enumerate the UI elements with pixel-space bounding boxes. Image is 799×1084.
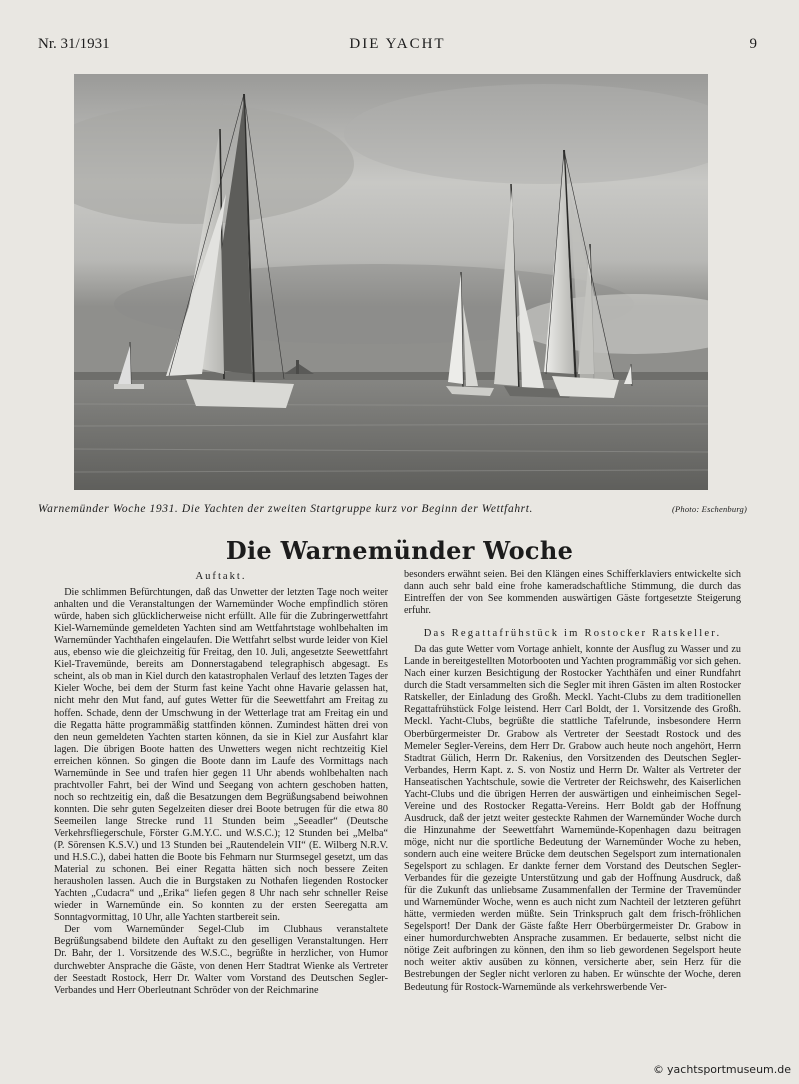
issue-number: Nr. 31/1931 — [38, 36, 110, 52]
paragraph: Die schlimmen Befürchtungen, daß das Unwetter der letzten Tage noch weiter anhalten und die Veranstaltungen der Warnemünder Woche empfindlich stören würde, haben sich glücklicherweise nicht erfüllt. Alle für die Zubringerwettfahrt Kiel-Warnemünde gemeldeten Yachten sind am Wettfahrtstage wohlbehalten im Warnemünder Yachthafen eingelaufen. Die Wettfahrt selbst wurde leider von Kiel aus, ebenso wie die gleichzeitig für Freitag, den 10. Juli, angesetzte Seewettfahrt Kiel-Travemünde, bereits am Donnerstagabend telegraphisch abgesagt. Es scheint, als ob man in Kiel durch den katastrophalen Verlauf des letzten Tages der Kieler Woche, bei dem der Sturm fast keine Yacht ohne Havarie gelassen hat, nicht mehr den Mut fand, auf gutes Wetter für die Seewettfahrt am Freitag zu hoffen. Schade, denn der Umschwung in der Wetterlage trat am Freitag ein und die Regatta hätte programmäßig stattfinden können. Zumindest hätten drei von den neun gemeldeten Yachten starten können, da sie in Kiel zur Ausfahrt klar lagen. Die übrigen Boote hatten des Unwetters wegen nicht rechtzeitig Kiel erreichen können. So gingen die Boote dann im Laufe des Vormittags nach Warnemünde in See und trafen hier gegen 11 Uhr abends wohlbehalten nach prachtvoller Fahrt, bei der Wind und Seegang von achtern geschoben hatten, noch so rechtzeitig ein, daß die Besatzungen dem Begrüßungsabend beiwohnen konnten. Die sehr guten Segelzeiten dieser drei Boote betrugen für die etwa 80 Seemeilen lange Strecke rund 11 Stunden beim „Seeadler“ (Deutsche Verkehrsfliegerschule, Förster G.M.Y.C. und W.S.C.); 12 Stunden bei „Melba“ (P. Sörensen K.S.V.) und 13 Stunden bei „Rautendelein VII“ (E. Wilberg N.R.V. und H.S.C.), dabei hatten die Boote bis Fehmarn nur Sturmsegel gesetzt, um das Material zu schonen. Bei einer Regatta hätten sich noch bessere Zeiten herausholen lassen. Auch die in Burgstaken zu Nothafen liegenden Rostocker Yachten „Cudacra“ und „Erika“ liefen gegen 8 Uhr nach sehr schneller Reise wieder in Warnemünde ein. So konnten zu der ersten Seeregatta am Sonntagvormittag, 10 Uhr, alle Yachten startbereit sein. — [54, 587, 388, 924]
watermark-text: yachtsportmuseum.de — [667, 1063, 791, 1076]
section-heading-auftakt: Auftakt. — [195, 571, 247, 582]
article-column-left — [54, 570, 388, 997]
regatta-photograph — [74, 74, 708, 490]
photo-caption-row — [38, 501, 747, 519]
page-header — [38, 36, 757, 58]
copyright-icon: © — [653, 1063, 665, 1076]
watermark — [653, 1063, 791, 1076]
article-title: Die Warnemünder Woche — [225, 536, 574, 565]
page-number: 9 — [749, 36, 757, 52]
paragraph: Da das gute Wetter vom Vortage anhielt, konnte der Ausflug zu Wasser und zu Lande in bereitgestellten Motorbooten und Yachten programmäßig vor sich gehen. Nach einer kurzen Besichtigung der Rostocker Yachthäfen und einer Rundfahrt durch die Stadt versammelten sich die Segler mit ihren Gästen im alten Rostocker Ratskeller, der Einladung des Großh. Meckl. Yacht-Clubs zu dem traditionellen Regattafrühstück Folge leistend. Herr Carl Boldt, der 1. Vorsitzende des Großh. Meckl. Yacht-Clubs, begrüßte die stattliche Tafelrunde, insbesondere Herrn Oberbürgermeister Dr. Grabow als Vertreter der Seestadt Rostock und des Memeler Segler-Vereins, dem Herr Dr. Grabow auch heute noch angehört, Herrn Stadtrat Gülich, Herrn Dr. Rakenius, den Vorsitzenden des Deutschen Segler-Verbandes, Herrn Kapt. z. S. von Nostiz und Herrn Dr. Walter als Vertreter der Hanseatischen Yachtschule, sowie die Vertreter der Reichswehr, des Kaiserlichen Yacht-Clubs und die übrigen Herren der auswärtigen und einheimischen Segel-Vereine und des Rostocker Regatta-Vereins. Herr Boldt gab der Hoffnung Ausdruck, daß der jetzt weiter gesteckte Rahmen der Warnemünder Woche durch die Hinzunahme der Seewettfahrt Warnemünde-Kopenhagen dazu beitragen möge, nicht nur die sportliche Bedeutung der Warnemünder Woche zu heben, sondern auch eine weitere Brücke dem deutschen Segelsport zum internationalen Segelsport zu schlagen. Er dankte ferner dem Vorstand des Deutschen Segler-Verbandes für die gezeigte Unterstützung und gab der Hoffnung Ausdruck, daß für die Zukunft das unliebsame Zusammenfallen der Termine der Travemünder und Warnemünder Woche, wenn es auch nicht zum Nachteil der letzteren geführt hätte, vermieden werden müßte. Sein Trinkspruch galt dem frisch-fröhlichen Segelsport! Der Dank der Gäste faßte Herr Oberbürgermeister Dr. Grabow in einer humordurchwebten Ansprache zusammen. Er bedauerte, selbst nicht die nötige Zeit aufbringen zu können, den ihm so lieb gewordenen Segelsport heute noch weiter aktiv ausüben zu können, versicherte aber, sein Herz für die Bestrebungen der Segler nicht verloren zu haben. Er wünschte der Woche, deren Bedeutung für Rostock-Warnemünde als verkehrswerbende Ver- — [404, 644, 741, 993]
photo-caption: Warnemünder Woche 1931. Die Yachten der zweiten Startgruppe kurz vor Beginn der Wettfahrt. — [38, 503, 534, 515]
article-column-right — [404, 569, 741, 994]
paragraph: Der vom Warnemünder Segel-Club im Clubhaus veranstaltete Begrüßungsabend bildete den Auftakt zu den geselligen Veranstaltungen. Herr Dr. Bahr, der 1. Vorsitzende des W.S.C., begrüßte in herzlicher, von Humor durchwebter Ansprache die Gäste, von denen Herr Stadtrat Wienke als Vertreter der Seestadt Rostock, Herr Dr. Walter vom Vorstand des Deutschen Segler-Verbandes und Herr Oberleutnant Schröder von der Reichmarine — [54, 924, 388, 996]
journal-title: DIE YACHT — [349, 36, 446, 52]
section-heading-regattafruehstueck: Das Regattafrühstück im Rostocker Ratskeller. — [423, 628, 722, 640]
photo-credit: (Photo: Eschenburg) — [671, 504, 747, 514]
paragraph: besonders erwähnt seien. Bei den Klängen eines Schifferklaviers entwickelte sich dann auch sehr bald eine frohe kameradschaftliche Stimmung, die durch das Eintreffen der von See kommenden auswärtigen Gäste fortgesetzte Steigerung erfuhr. — [404, 569, 741, 617]
